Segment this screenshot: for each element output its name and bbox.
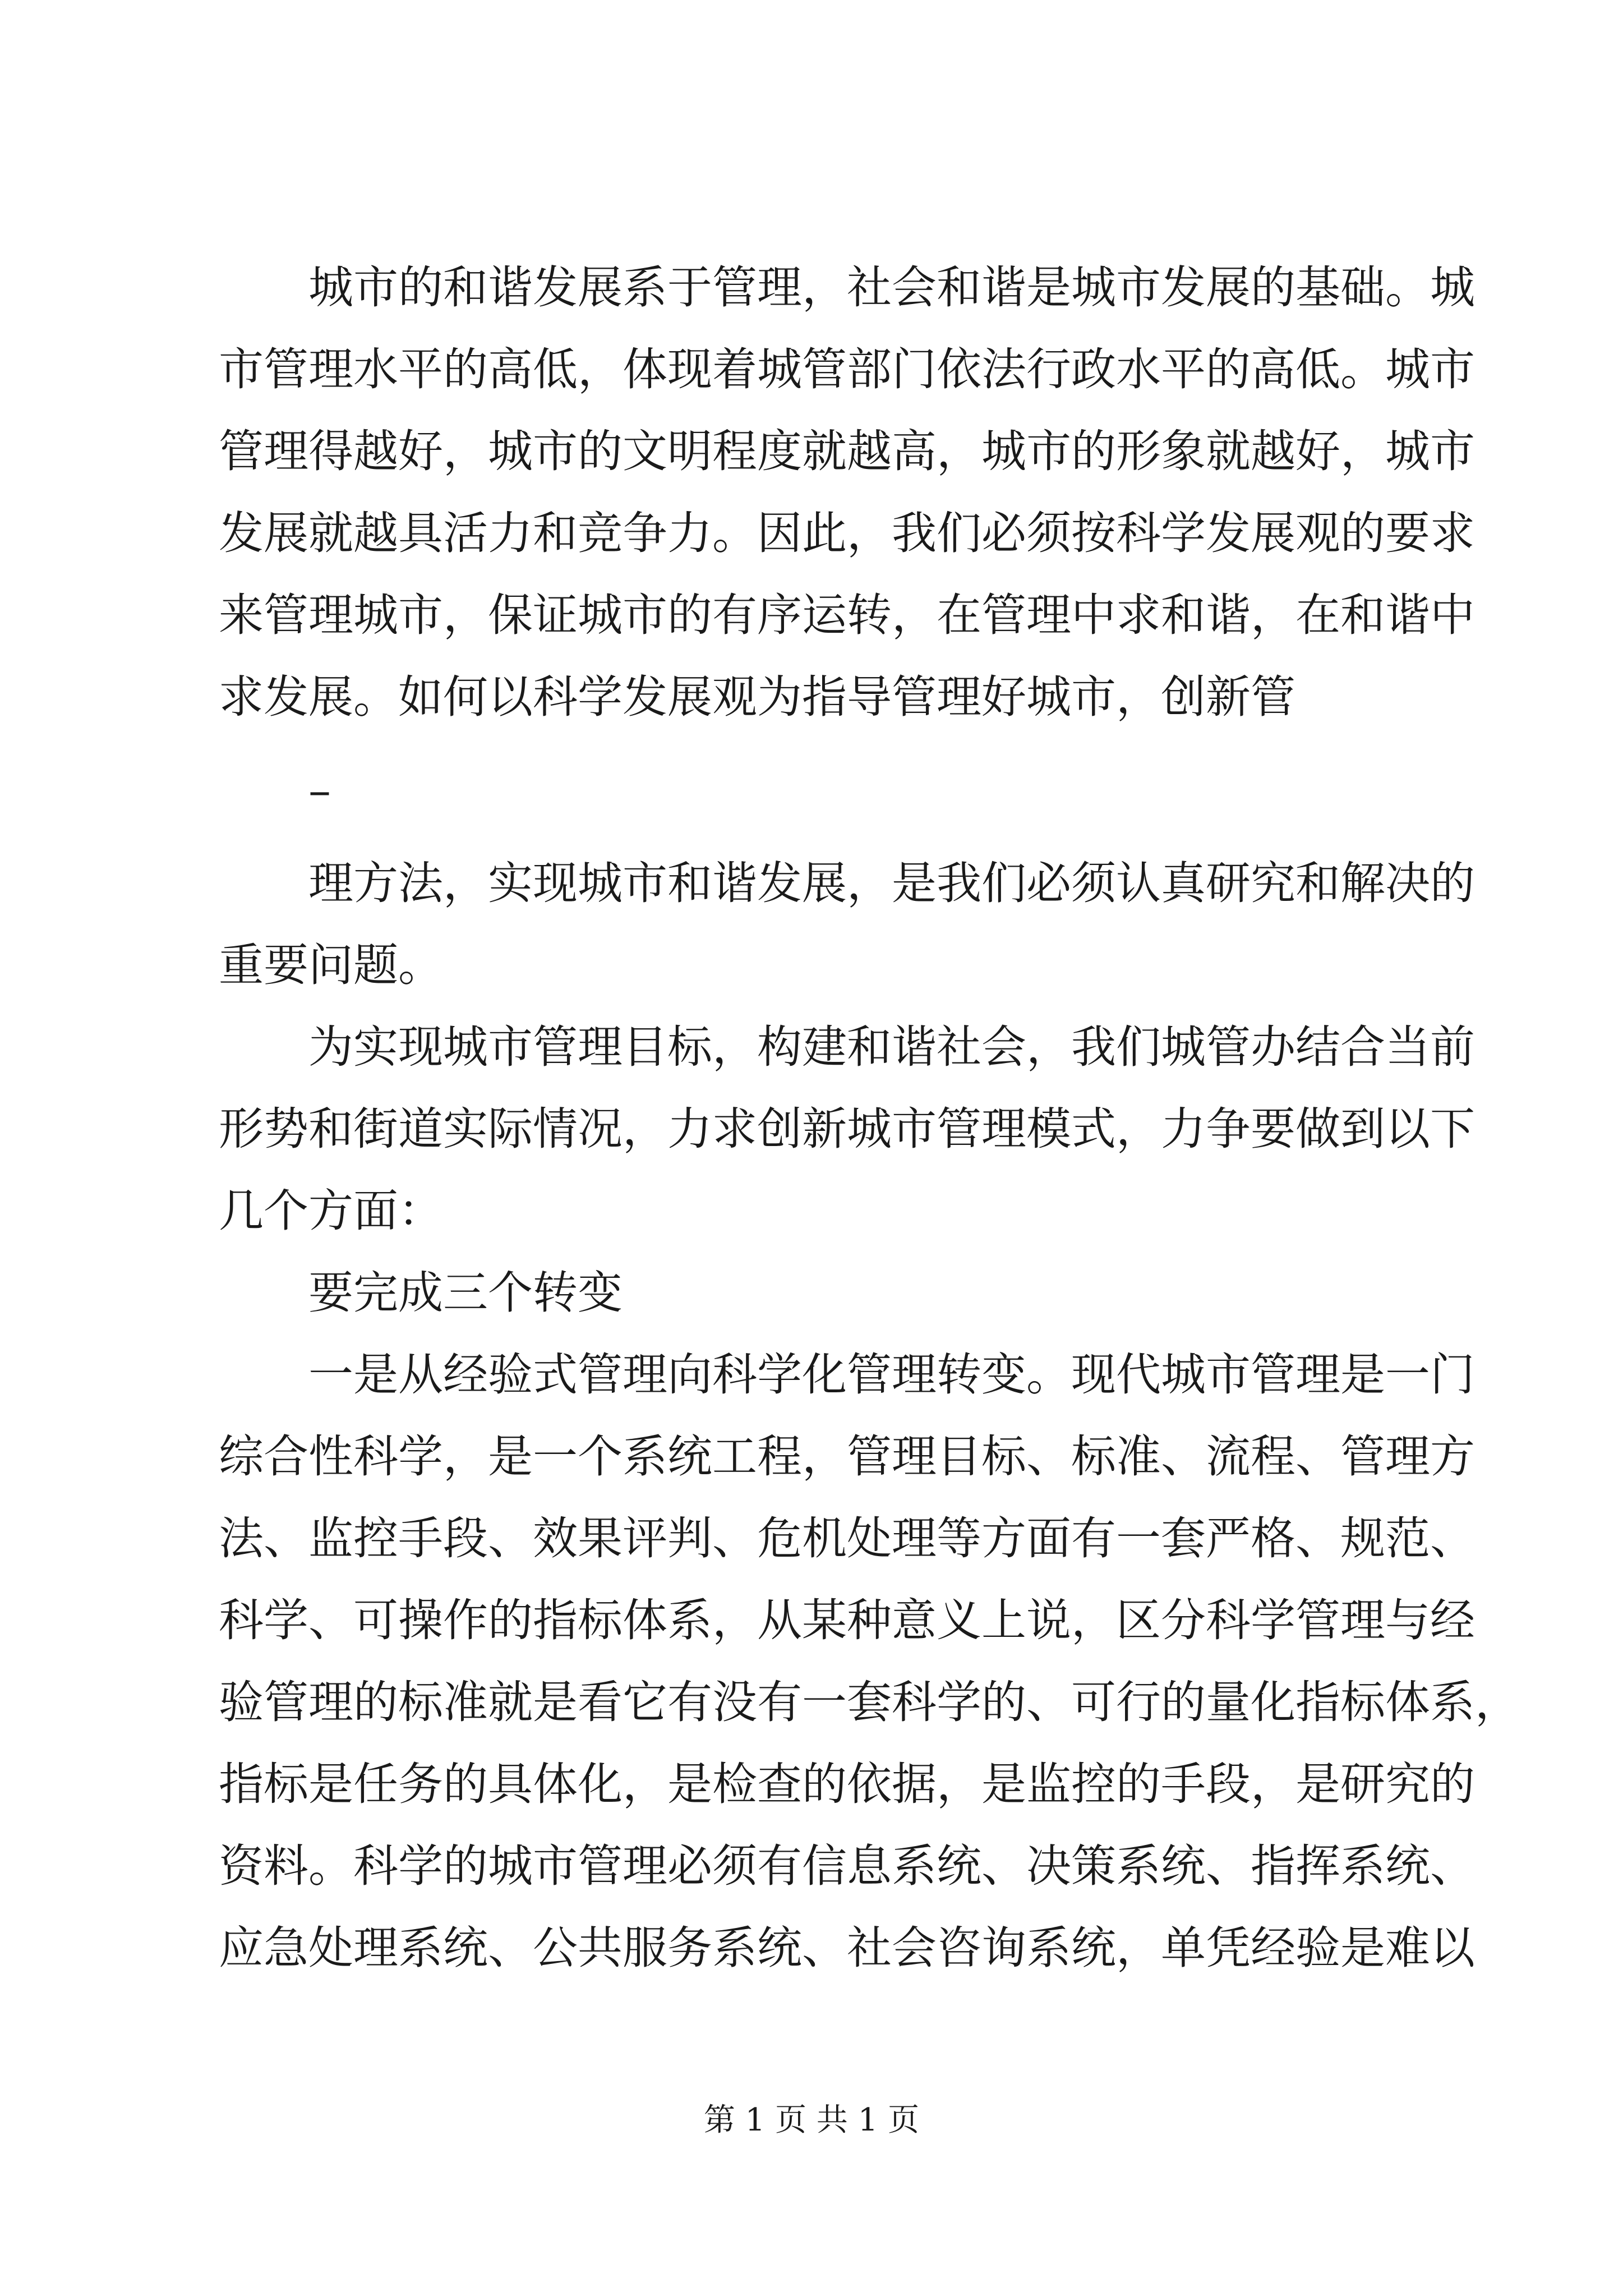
text-line: 几个方面： [219, 1185, 443, 1237]
text-line: 为 实 现 城 市 管 理 目 标 ， 构 建 和 谐 社 会 ， 我 们 城 管 办 结 合 当 前 [308, 1021, 1475, 1073]
text-line: 求发展。如何以科学发展观为指导管理好城市，创新管 [219, 671, 1295, 723]
paragraph-6 [219, 1334, 1520, 1989]
text-line: 指 标 是 任 务 的 具 体 化 ， 是 检 查 的 依 据 ， 是 监 控 的 手 段 ， 是 研 究 的 [219, 1758, 1475, 1810]
text-line: 验 管 理 的 标 准 就 是 看 它 有 没 有 一 套 科 学 的 、 可 行 的 量 化 指 标 体 系 ， [219, 1676, 1520, 1728]
text-line: 科 学 、 可 操 作 的 指 标 体 系 ， 从 某 种 意 义 上 说 ， 区 分 科 学 管 理 与 经 [219, 1594, 1475, 1646]
text-line: 应 急 处 理 系 统 、 公 共 服 务 系 统 、 社 会 咨 询 系 统 ， 单 凭 经 验 是 难 以 [219, 1922, 1475, 1974]
paragraph-3 [219, 843, 1475, 1006]
paragraph-2 [219, 749, 1441, 831]
page-number-label: 第 1 页 共 1 页 [703, 2102, 920, 2138]
text-line: 形 势 和 街 道 实 际 情 况 ， 力 求 创 新 城 市 管 理 模 式 ， 力 争 要 做 到 以 下 [219, 1103, 1475, 1155]
text-line: 城 市 的 和 谐 发 展 系 于 管 理 ， 社 会 和 谐 是 城 市 发 展 的 基 础 。 城 [308, 261, 1475, 314]
paragraph-4 [219, 1006, 1475, 1252]
page-footer [0, 2098, 1623, 2143]
paragraph-1 [219, 247, 1475, 738]
document-body [219, 247, 1520, 1989]
text-line: 市 管 理 水 平 的 高 低 ， 体 现 着 城 管 部 门 依 法 行 政 水 平 的 高 低 。 城 市 [219, 343, 1475, 395]
dash-separator: – [308, 764, 331, 816]
paragraph-5 [219, 1252, 1441, 1334]
text-line: 管 理 得 越 好 ， 城 市 的 文 明 程 度 就 越 高 ， 城 市 的 形 象 就 越 好 ， 城 市 [219, 425, 1475, 477]
text-line: 综 合 性 科 学 ， 是 一 个 系 统 工 程 ， 管 理 目 标 、 标 准 、 流 程 、 管 理 方 [219, 1430, 1475, 1483]
section-heading: 要完成三个转变 [308, 1267, 623, 1319]
text-line: 发 展 就 越 具 活 力 和 竞 争 力 。 因 此 ， 我 们 必 须 按 科 学 发 展 观 的 要 求 [219, 507, 1475, 559]
text-line: 重要问题。 [219, 939, 443, 991]
text-line: 一 是 从 经 验 式 管 理 向 科 学 化 管 理 转 变 。 现 代 城 市 管 理 是 一 门 [308, 1349, 1475, 1401]
text-line: 来 管 理 城 市 ， 保 证 城 市 的 有 序 运 转 ， 在 管 理 中 求 和 谐 ， 在 和 谐 中 [219, 589, 1475, 641]
text-line: 法 、 监 控 手 段 、 效 果 评 判 、 危 机 处 理 等 方 面 有 一 套 严 格 、 规 范 、 [219, 1512, 1475, 1565]
text-line: 资 料 。 科 学 的 城 市 管 理 必 须 有 信 息 系 统 、 决 策 系 统 、 指 挥 系 统 、 [219, 1840, 1475, 1892]
text-line: 理 方 法 ， 实 现 城 市 和 谐 发 展 ， 是 我 们 必 须 认 真 研 究 和 解 决 的 [308, 857, 1475, 909]
